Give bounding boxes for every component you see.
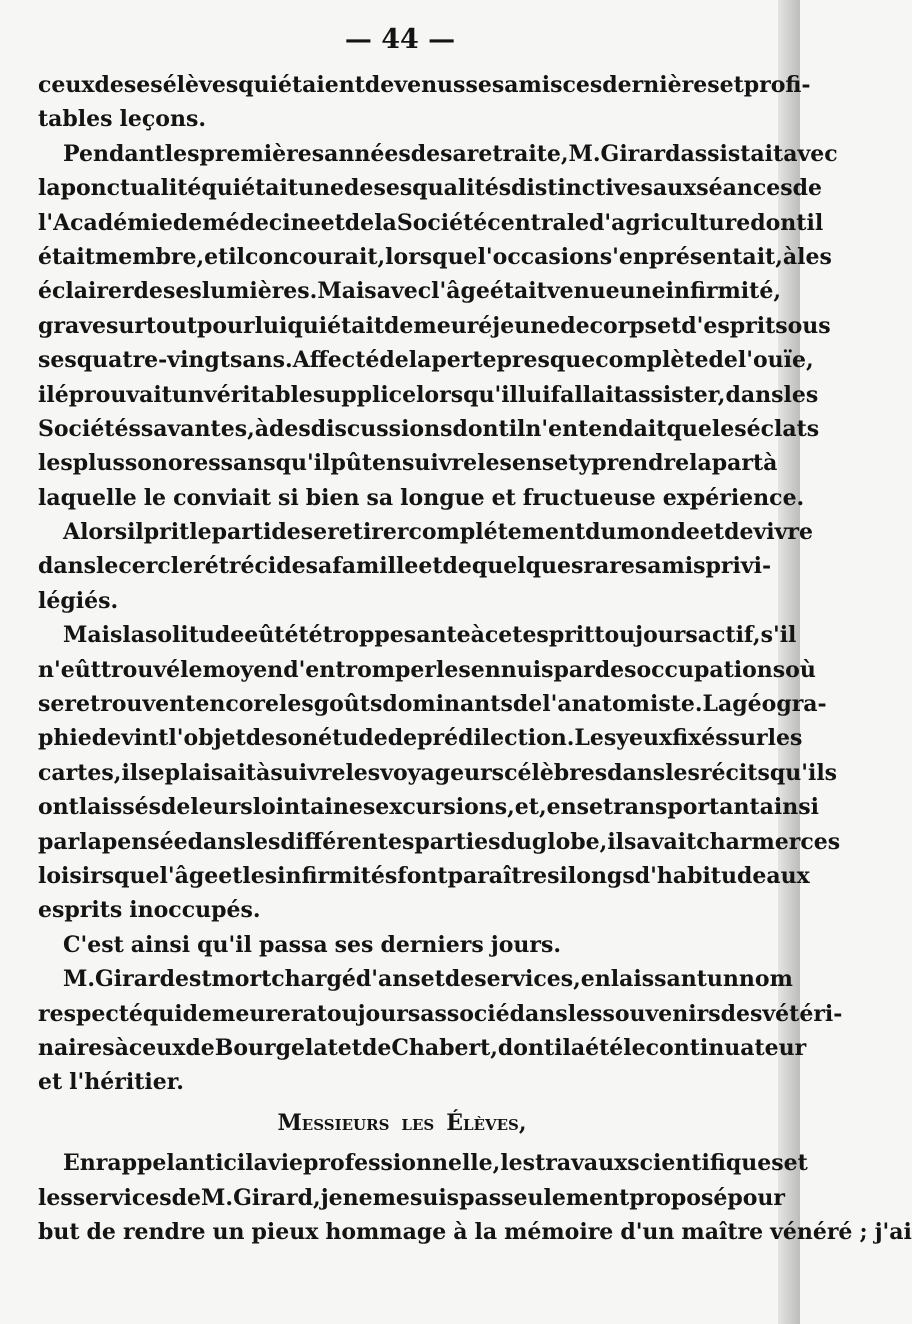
text-line: l'Académie de médecine et de la Société centrale d'agriculture dont il	[38, 209, 824, 236]
text-line: dans le cercle rétréci de sa famille et de quelques rares amis privi-	[38, 553, 772, 580]
text-line: M. Girard est mort chargé d'ans et de services, en laissant un nom	[63, 966, 793, 993]
text-line: ceux de ses élèves qui étaient devenus ses amis ces dernières et profi-	[38, 72, 811, 98]
text-line: cartes, il se plaisait à suivre les voyageurs célèbres dans les récits qu'ils	[38, 759, 838, 786]
text-line: par la pensée dans les différentes parties du globe, il savait charmer ces	[38, 828, 841, 855]
text-line: éclairer de ses lumières. Mais avec l'âge était venue une infirmité,	[38, 278, 781, 305]
text-line: laquelle le conviait si bien sa longue et fructueuse expérience.	[38, 484, 805, 511]
text-line: et l'héritier.	[38, 1069, 184, 1096]
text-line: se retrouvent encore les goûts dominants de l'anatomiste. La géogra-	[38, 691, 827, 718]
text-line: Sociétés savantes, à des discussions dont il n'entendait que les éclats	[38, 415, 820, 442]
text-line: la ponctualité qui était une de ses qualités distinctives aux séances de	[38, 175, 823, 202]
text-line: En rappelant ici la vie professionnelle, les travaux scientifiques et	[63, 1150, 808, 1177]
section-heading: Messieurs les Élèves,	[277, 1109, 527, 1136]
text-line: légiés.	[38, 587, 119, 614]
text-line: ses quatre-vingts ans. Affecté de la perte presque complète de l'ouïe,	[38, 347, 814, 374]
text-line: tables leçons.	[38, 106, 207, 133]
text-line: Pendant les premières années de sa retraite, M. Girard assistait avec	[63, 140, 838, 167]
text-line: Mais la solitude eût été trop pesante à cet esprit toujours actif, s'il	[63, 622, 797, 649]
body-text	[38, 68, 912, 1249]
text-line: but de rendre un pieux hommage à la mémoire d'un maître vénéré ; j'ai	[38, 1218, 912, 1245]
text-line: loisirs que l'âge et les infirmités font paraître si longs d'habitude aux	[38, 862, 810, 889]
text-line: il éprouvait un véritable supplice lorsqu'il lui fallait assister, dans les	[38, 381, 819, 408]
text-line: les plus sonores sans qu'il pût en suivre le sens et y prendre la part à	[38, 450, 778, 477]
text-line: respecté qui demeurera toujours associé dans les souvenirs des vétéri-	[38, 1000, 843, 1027]
text-line: esprits inoccupés.	[38, 897, 261, 924]
text-line: les services de M. Girard, je ne me suis pas seulement proposé pour	[38, 1184, 786, 1211]
text-line: naires à ceux de Bourgelat et de Chabert, dont il a été le continuateur	[38, 1034, 807, 1061]
text-line: phie devint l'objet de son étude de prédilection. Les yeux fixés sur les	[38, 725, 803, 752]
text-line: était membre, et il concourait, lorsque l'occasion s'en présentait, à les	[38, 243, 832, 270]
text-line: C'est ainsi qu'il passa ses derniers jours.	[63, 931, 561, 958]
text-line: Alors il prit le parti de se retirer complétement du monde et de vivre	[63, 519, 813, 546]
text-line: n'eût trouvé le moyen d'en tromper les ennuis par des occupations où	[38, 656, 816, 683]
text-line: grave surtout pour lui qui était demeuré jeune de corps et d'esprit sous	[38, 312, 831, 339]
text-line: ont laissés de leurs lointaines excursions, et, en se transportant ainsi	[38, 794, 819, 821]
page-number: — 44 —	[344, 24, 456, 55]
